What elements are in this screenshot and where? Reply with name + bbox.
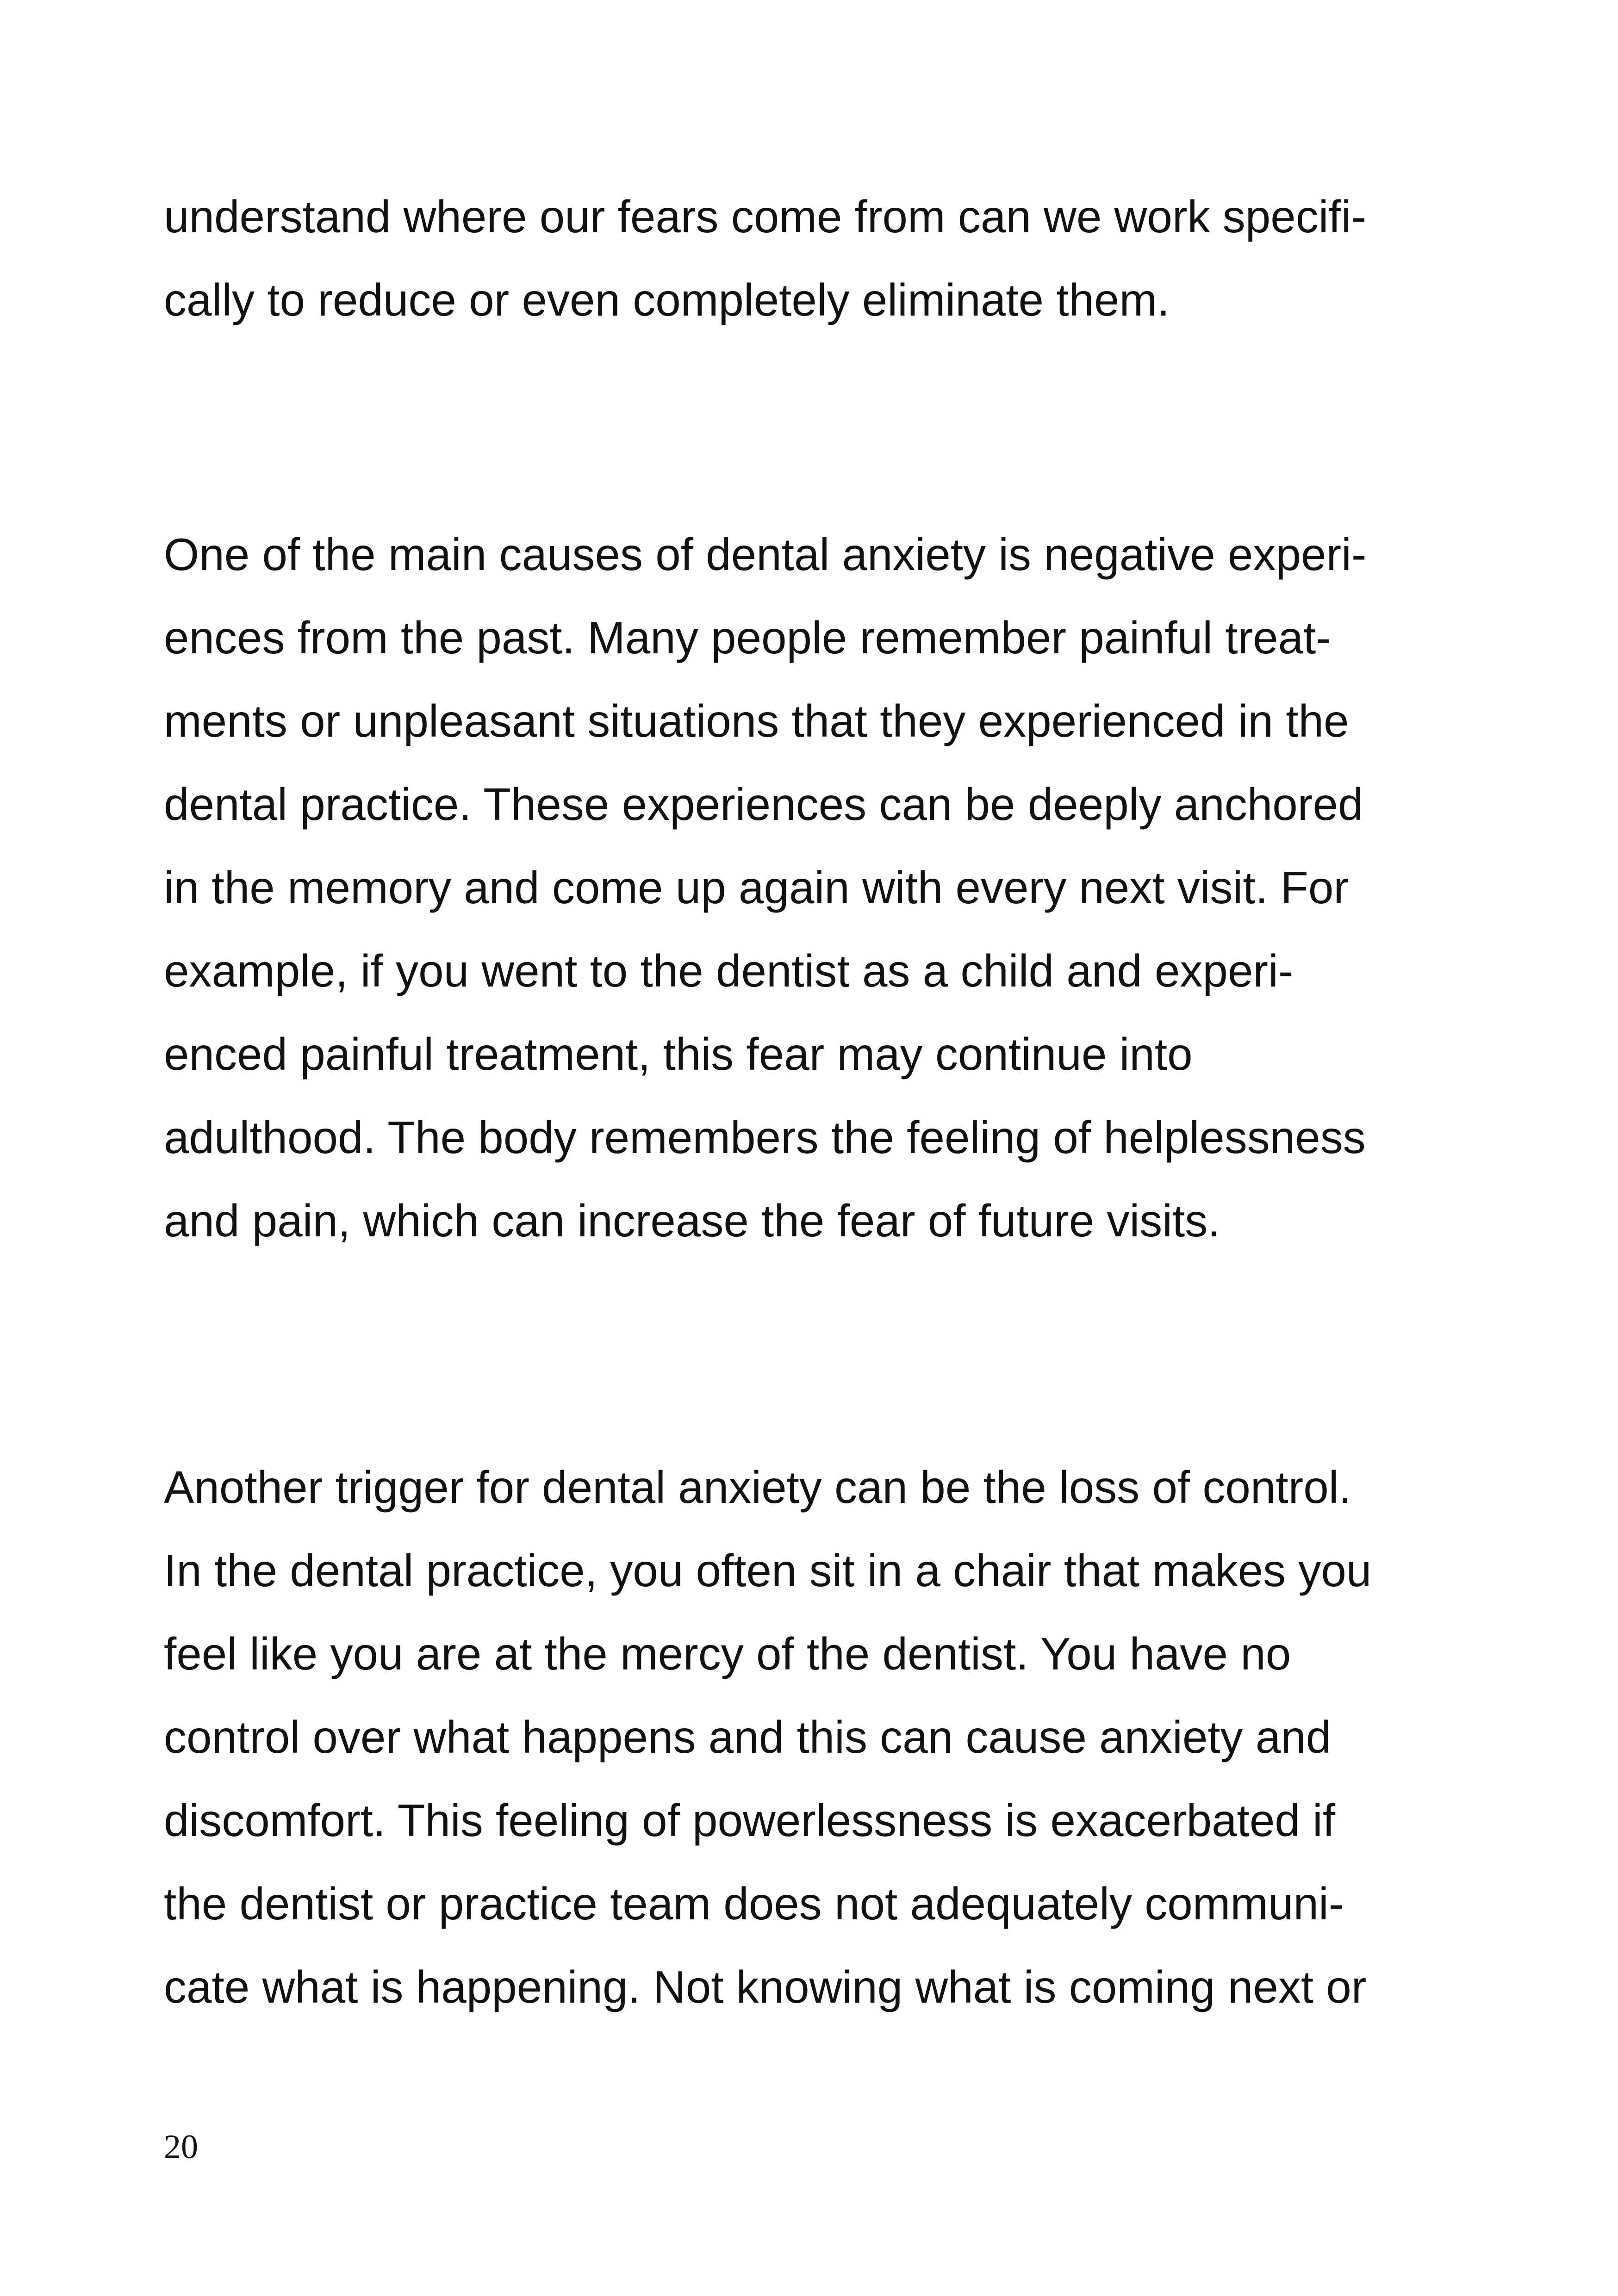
page-number: 20 <box>164 2128 198 2166</box>
text-line: feel like you are at the mercy of the dentist. You have no <box>164 1628 1291 1679</box>
text-line: ences from the past. Many people remember painful treat- <box>164 612 1332 663</box>
text-line: adulthood. The body remembers the feeling of helplessness <box>164 1112 1366 1163</box>
text-line: in the memory and come up again with every next visit. For <box>164 862 1349 913</box>
paragraph-continuation <box>164 175 1460 341</box>
text-line: control over what happens and this can cause anxiety and <box>164 1712 1332 1762</box>
text-line: In the dental practice, you often sit in a chair that makes you <box>164 1545 1372 1596</box>
text-line: Another trigger for dental anxiety can be the loss of control. <box>164 1462 1351 1513</box>
text-line: enced painful treatment, this fear may continue into <box>164 1029 1193 1080</box>
text-line: the dentist or practice team does not adequately communi- <box>164 1878 1344 1929</box>
text-line: ments or unpleasant situations that they experienced in the <box>164 695 1349 746</box>
text-line: cate what is happening. Not knowing what is coming next or <box>164 1961 1367 2012</box>
text-line: One of the main causes of dental anxiety is negative experi- <box>164 529 1367 580</box>
paragraph-negative-experiences <box>164 513 1460 1262</box>
text-line: example, if you went to the dentist as a child and experi- <box>164 945 1294 996</box>
text-line: understand where our fears come from can we work specifi- <box>164 191 1367 242</box>
text-line: discomfort. This feeling of powerlessness is exacerbated if <box>164 1795 1336 1846</box>
text-line: cally to reduce or even completely eliminate them. <box>164 274 1170 325</box>
text-line: and pain, which can increase the fear of future visits. <box>164 1195 1220 1246</box>
paragraph-loss-of-control <box>164 1446 1460 2029</box>
text-line: dental practice. These experiences can be deeply anchored <box>164 779 1363 830</box>
